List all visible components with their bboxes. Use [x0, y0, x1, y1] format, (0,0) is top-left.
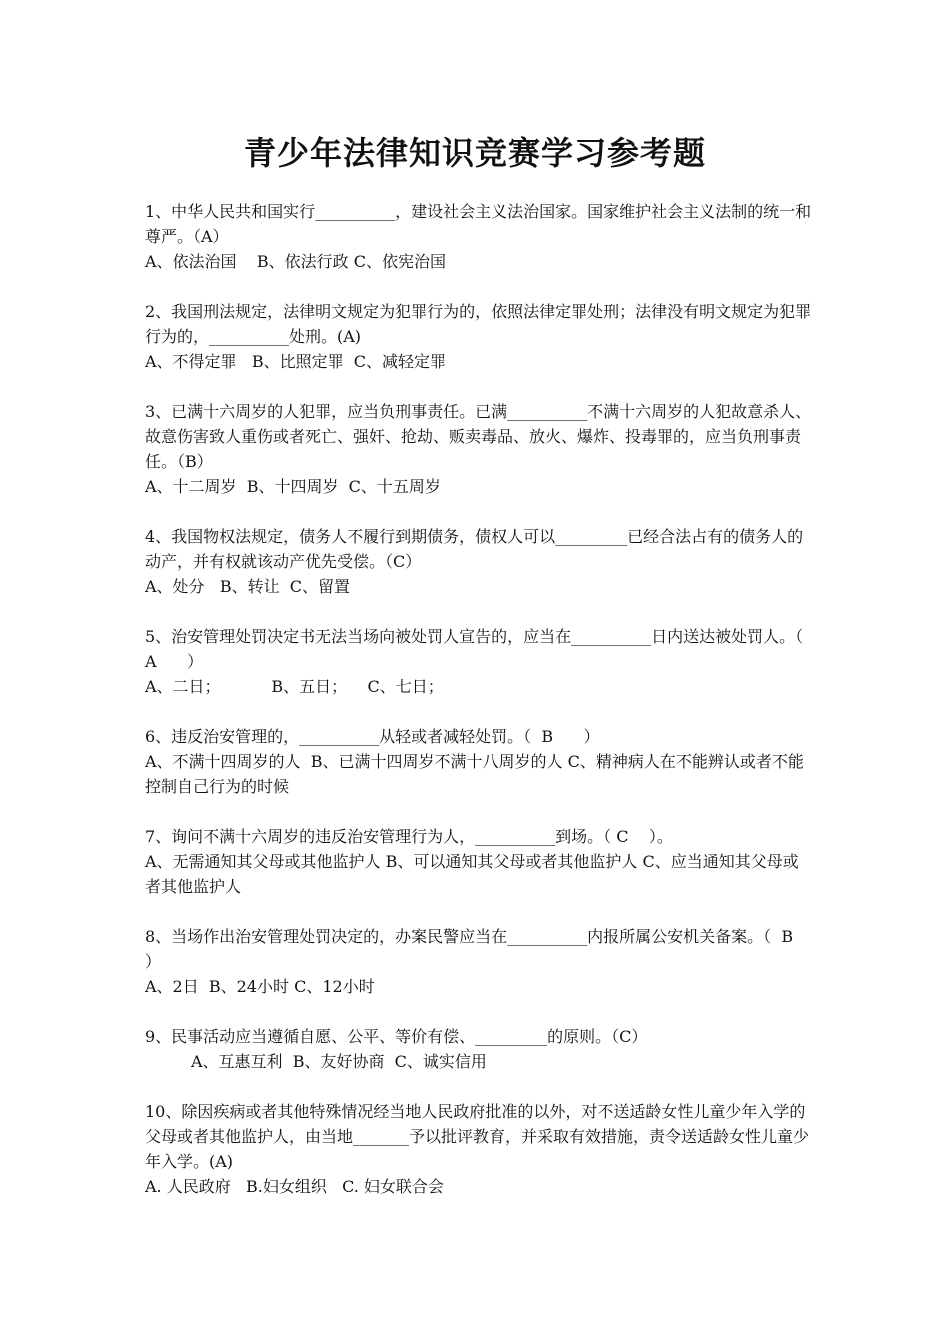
question-options: A、二日； B、五日； C、七日； [145, 677, 444, 696]
question-2 [145, 299, 813, 374]
question-6 [145, 724, 813, 799]
question-stem: 9、民事活动应当遵循自愿、公平、等价有偿、_________的原则。（C） [145, 1027, 648, 1046]
question-stem: 7、询问不满十六周岁的违反治安管理行为人，__________到场。（ C ）。 [145, 827, 673, 846]
question-stem: 1、中华人民共和国实行__________，建设社会主义法治国家。国家维护社会主义法制的统一和尊严。（A） [145, 202, 812, 246]
question-options: A、互惠互利 B、友好协商 C、诚实信用 [191, 1052, 487, 1071]
question-options: A、十二周岁 B、十四周岁 C、十五周岁 [145, 477, 441, 496]
question-10 [145, 1099, 813, 1199]
question-list [145, 199, 824, 1224]
question-1 [145, 199, 813, 274]
question-stem: 5、治安管理处罚决定书无法当场向被处罚人宣告的，应当在__________日内送达被处罚人。（ A ） [145, 627, 824, 671]
question-options: A、2日 B、24小时 C、12小时 [145, 977, 375, 996]
question-stem: 6、违反治安管理的，__________从轻或者减轻处罚。（ B ） [145, 727, 600, 746]
question-4 [145, 524, 813, 599]
question-options: A、不得定罪 B、比照定罪 C、减轻定罪 [145, 352, 446, 371]
question-stem: 2、我国刑法规定，法律明文规定为犯罪行为的，依照法律定罪处刑；法律没有明文规定为犯罪行为的，__________处刑。(A) [145, 302, 812, 346]
question-stem: 3、已满十六周岁的人犯罪，应当负刑事责任。已满__________不满十六周岁的人犯故意杀人、故意伤害致人重伤或者死亡、强奸、抢劫、贩卖毒品、放火、爆炸、投毒罪的，应当负刑事责任。（B） [145, 402, 812, 471]
question-options: A、不满十四周岁的人 B、已满十四周岁不满十八周岁的人 C、精神病人在不能辨认或者不能控制自己行为的时候 [145, 752, 804, 796]
question-options: A、无需通知其父母或其他监护人 B、可以通知其父母或者其他监护人 C、应当通知其父母或者其他监护人 [145, 852, 799, 896]
question-3 [145, 399, 813, 499]
question-stem: 10、除因疾病或者其他特殊情况经当地人民政府批准的以外，对不送适龄女性儿童少年入学的父母或者其他监护人，由当地_______予以批评教育，并采取有效措施，责令送适龄女性儿童少年入学。(A) [145, 1102, 810, 1171]
document-title: 青少年法律知识竞赛学习参考题 [243, 134, 706, 172]
question-9 [145, 1024, 813, 1074]
question-8 [145, 924, 813, 999]
question-5 [145, 624, 824, 699]
question-7 [145, 824, 813, 899]
question-options: A. 人民政府 B.妇女组织 C. 妇女联合会 [145, 1177, 444, 1196]
question-stem: 8、当场作出治安管理处罚决定的，办案民警应当在__________内报所属公安机关备案。（ B ） [145, 927, 814, 971]
question-options: A、处分 B、转让 C、留置 [145, 577, 350, 596]
question-stem: 4、我国物权法规定，债务人不履行到期债务，债权人可以_________已经合法占有的债务人的动产，并有权就该动产优先受偿。（C） [145, 527, 804, 571]
question-options: A、依法治国 B、依法行政 C、依宪治国 [145, 252, 446, 271]
